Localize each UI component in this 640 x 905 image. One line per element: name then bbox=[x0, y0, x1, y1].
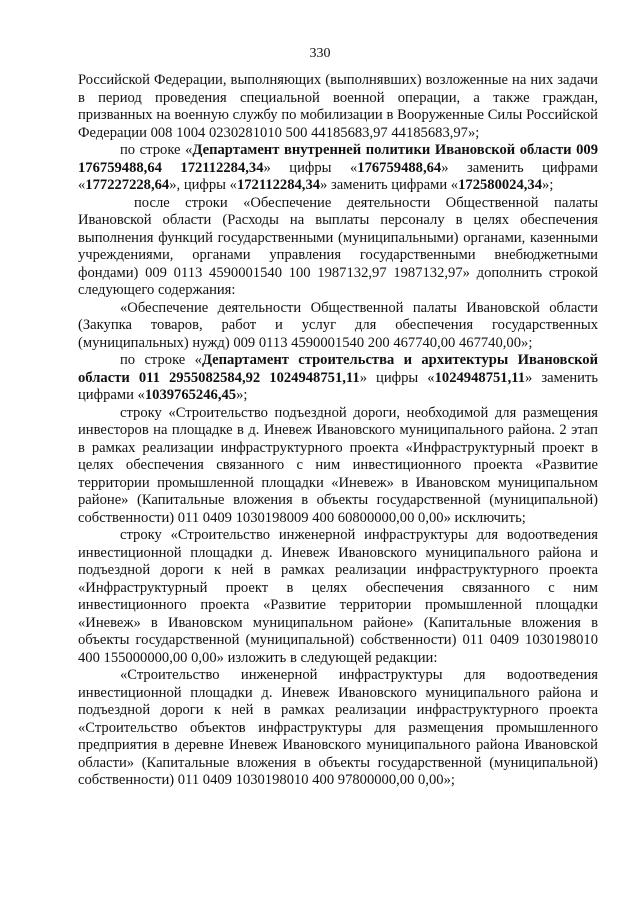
bold-text-run: 172580024,34 bbox=[458, 177, 543, 193]
text-run: » заменить цифрами « bbox=[78, 159, 598, 193]
text-run: строку «Строительство инженерной инфраструктуры для водоотведения инвестиционной площадки д. Иневеж Ивановского муниципального района и подъездной дороги к ней в рамках реализации инфраструктурного проекта «Инфраструктурный проект в целях обеспечения связанного с ним инвестиционного проекта «Развитие территории промышленной площадки «Иневеж» в Ивановском муниципальном районе» (Капитальные вложения в объекты государственной (муниципальной) собственности) 011 0409 1030198010 400 155000000,00 0,00» изложить в следующей редакции: bbox=[78, 527, 598, 666]
bold-text-run: 177227228,64 bbox=[85, 177, 170, 193]
document-body bbox=[78, 72, 598, 790]
text-run: «Строительство инженерной инфраструктуры для водоотведения инвестиционной площадки д. Иневеж Ивановского муниципального района и подъездной дороги к ней в рамках реализации инфраструктурного проекта «Строительство объектов инфраструктуры для размещения промышленного предприятия в деревне Иневеж Ивановского муниципального района Ивановской области» (Капитальные вложения в объекты государственной (муниципальной) собственности) 011 0409 1030198010 400 97800000,00 0,00»; bbox=[78, 667, 598, 788]
paragraph bbox=[78, 667, 598, 790]
paragraph bbox=[78, 142, 598, 195]
text-run: » цифры « bbox=[359, 369, 435, 386]
bold-text-run: Департамент строительства и архитектуры Ивановской области 011 2955082584,92 1024948751,11 bbox=[78, 352, 598, 386]
paragraph bbox=[78, 352, 598, 405]
bold-text-run: 1024948751,11 bbox=[434, 369, 526, 386]
bold-text-run: 1039765246,45 bbox=[144, 387, 237, 403]
paragraph bbox=[78, 72, 598, 142]
page-number: 330 bbox=[309, 46, 331, 61]
text-run: строку «Строительство подъездной дороги, необходимой для размещения инвесторов на площадке в д. Иневеж Ивановского муниципального района. 2 этап в рамках реализации инфраструктурного проекта «Инфраструктурный проект в целях обеспечения связанного с ним инвестиционного проекта «Развитие территории промышленной площадки «Иневеж» в Ивановском муниципальном районе» (Капитальные вложения в объекты государственной (муниципальной) собственности) 011 0409 1030198009 400 60800000,00 0,00» исключить; bbox=[78, 404, 598, 526]
paragraph bbox=[78, 527, 598, 667]
text-run: » заменить цифрами « bbox=[320, 177, 459, 193]
text-run: » заменить цифрами « bbox=[78, 369, 598, 403]
paragraph bbox=[78, 195, 598, 300]
text-run: «Обеспечение деятельности Общественной палаты Ивановской области (Закупка товаров, работ и услуг для обеспечения государственных (муниципальных) нужд) 009 0113 4590001540 200 467740,00 467740,00»; bbox=[78, 299, 598, 351]
paragraph bbox=[78, 300, 598, 353]
text-run: по строке « bbox=[120, 142, 193, 158]
text-run: по строке « bbox=[120, 352, 202, 368]
bold-text-run: 172112284,34 bbox=[236, 177, 321, 193]
text-run: »; bbox=[542, 177, 554, 193]
text-run: », цифры « bbox=[169, 177, 237, 193]
bold-text-run: 176759488,64 bbox=[357, 159, 442, 176]
text-run: после строки «Обеспечение деятельности Общественной палаты Ивановской области (Расходы на выплаты персоналу в целях обеспечения выполнения функций государственными (муниципальными) органами, казенными учреждениями, органами управления государственными внебюджетными фондами) 009 0113 4590001540 100 1987132,97 1987132,97» дополнить строкой следующего содержания: bbox=[78, 194, 598, 298]
text-run: Российской Федерации, выполняющих (выполнявших) возложенные на них задачи в период проведения специальной военной операции, а также граждан, призванных на военную службу по мобилизации в Вооруженные Силы Российской Федерации 008 1004 0230281010 500 44185683,97 44185683,97»; bbox=[78, 72, 598, 141]
paragraph bbox=[78, 405, 598, 528]
bold-text-run: Департамент внутренней политики Ивановской области 009 176759488,64 172112284,34 bbox=[78, 142, 598, 176]
text-run: »; bbox=[236, 387, 248, 403]
text-run: » цифры « bbox=[263, 159, 358, 176]
